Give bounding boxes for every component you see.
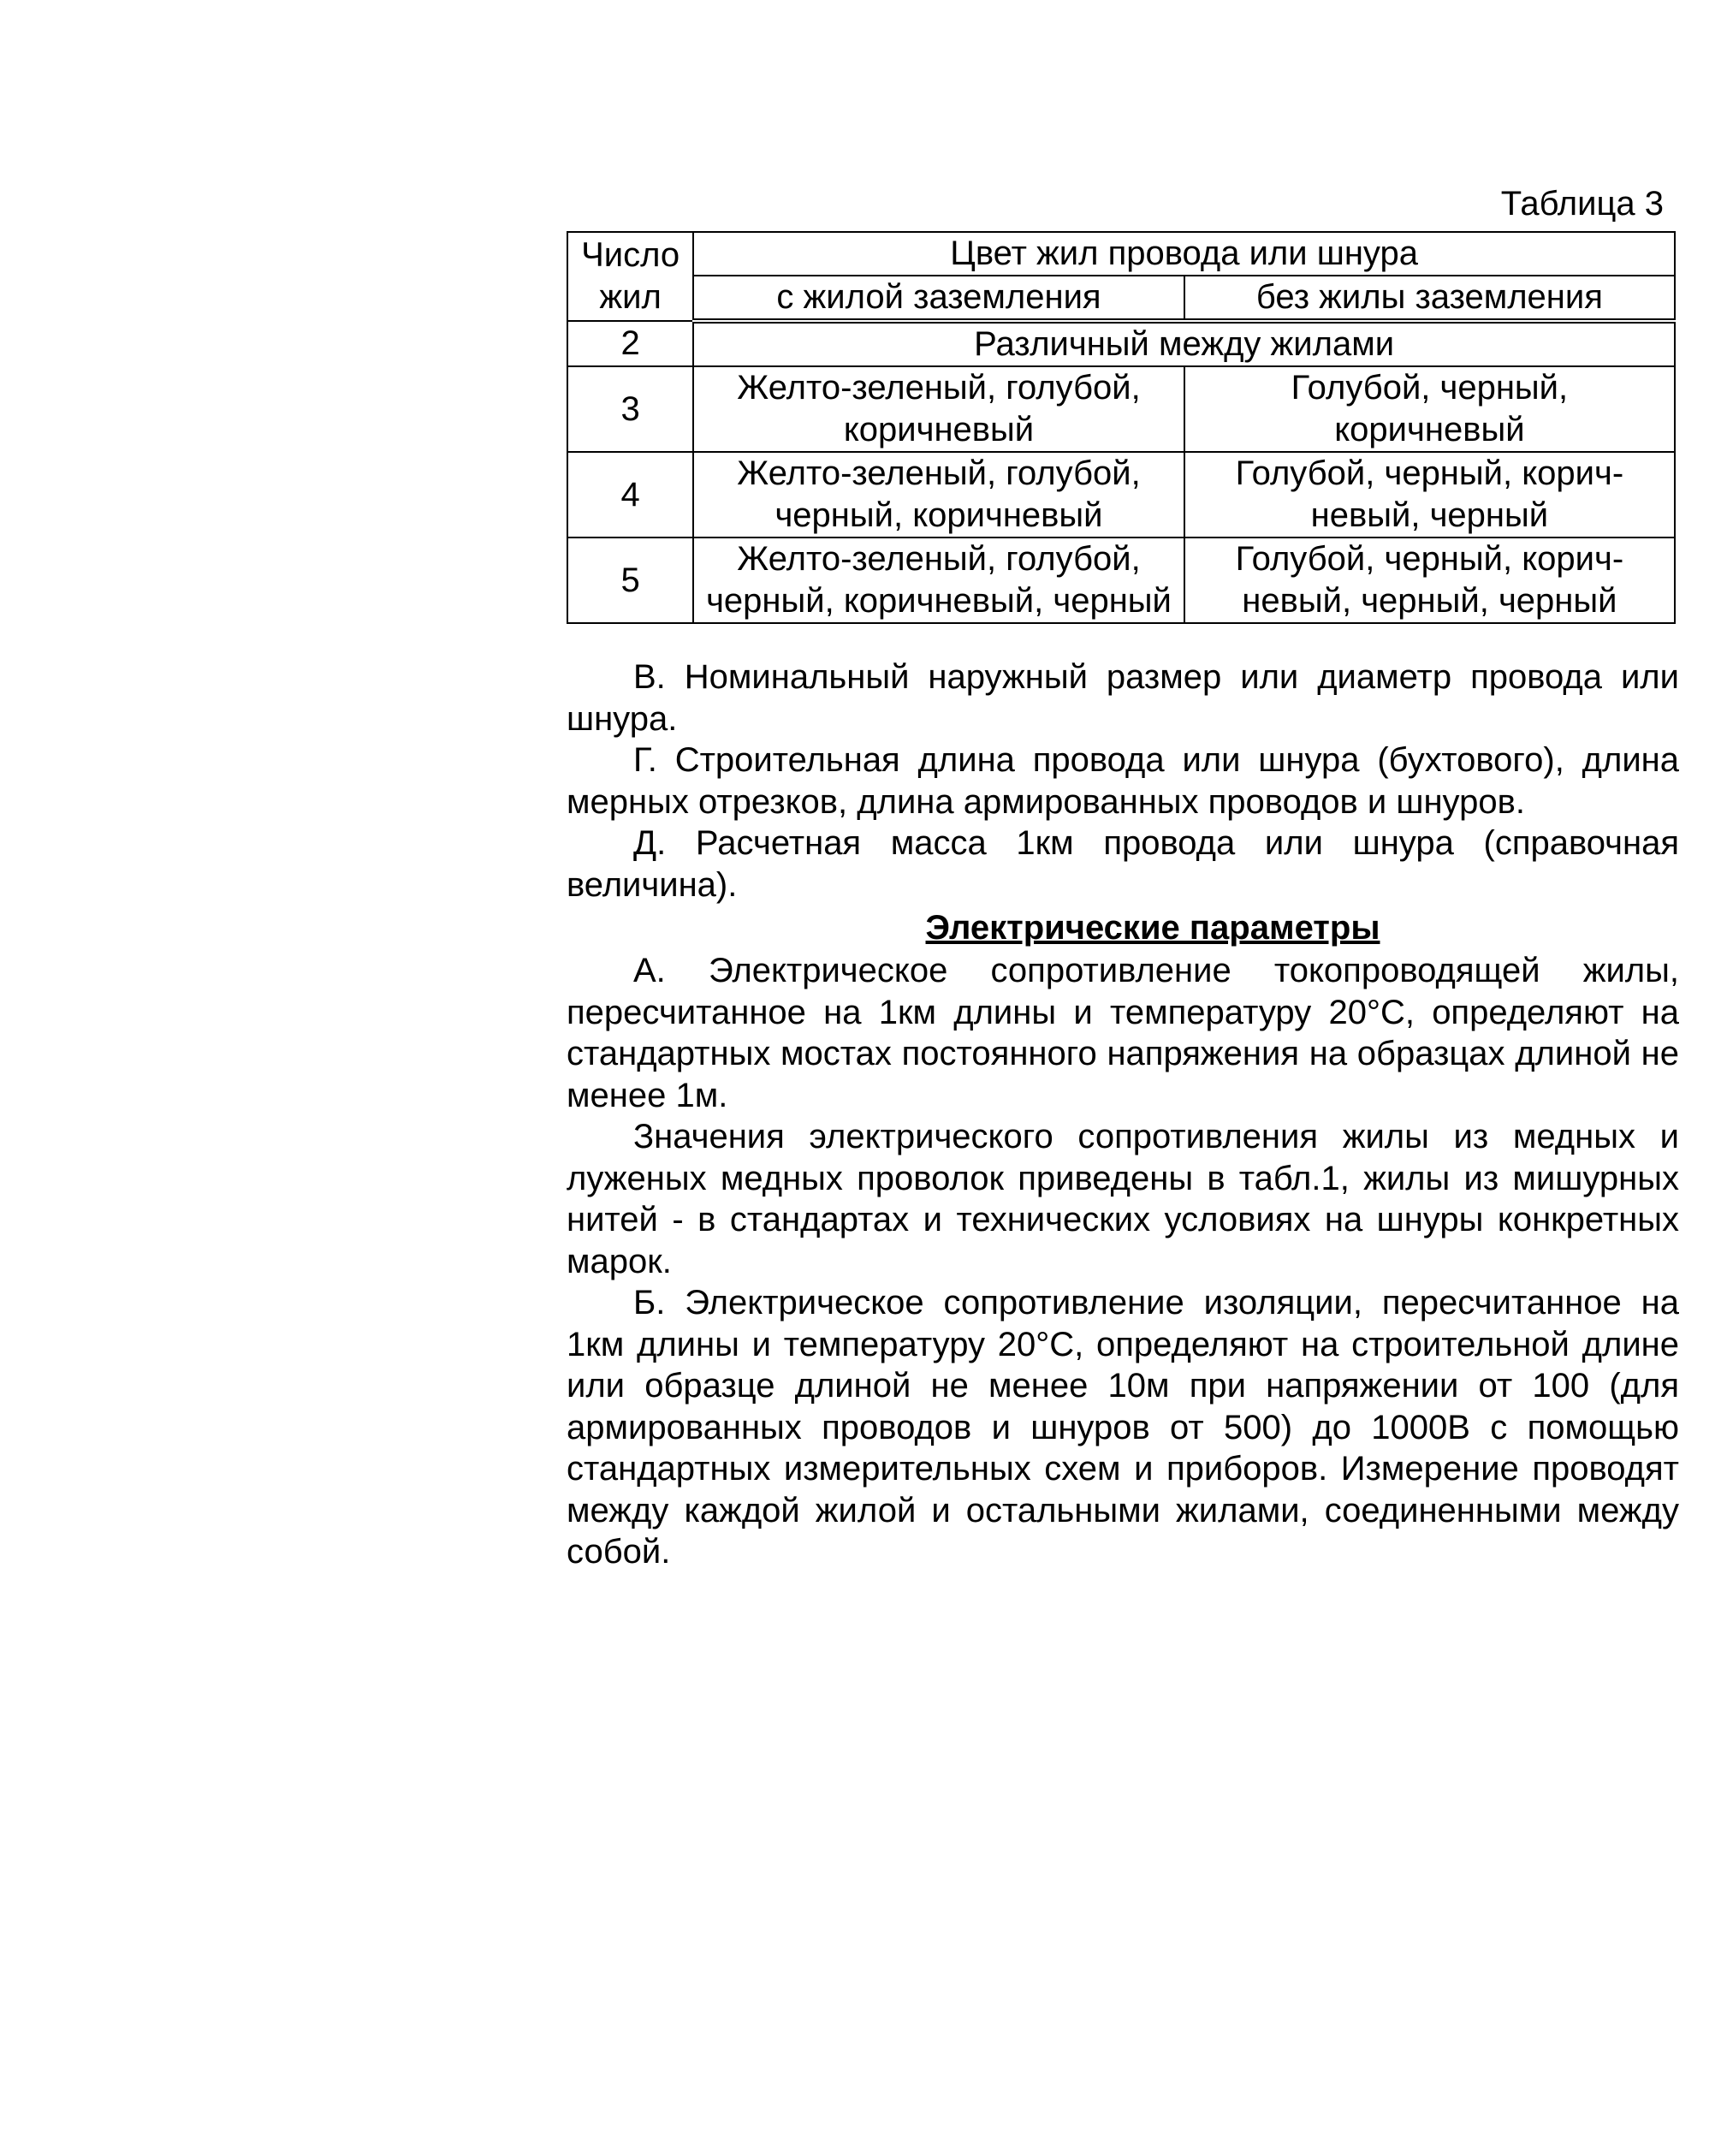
header-with-ground: с жилой заземления bbox=[693, 276, 1184, 321]
header-color-group: Цвет жил провода или шнура bbox=[693, 232, 1675, 276]
table-caption: Таблица 3 bbox=[1500, 185, 1664, 223]
cell-without-ground: Голубой, черный, корич- невый, черный, черный bbox=[1184, 538, 1675, 623]
table-row bbox=[567, 538, 1675, 623]
paragraph-g: Г. Строительная длина провода или шнура (бухтового), длина мерных отрезков, длина армированных проводов и шнуров. bbox=[567, 741, 1679, 821]
cell-core-count: 2 bbox=[567, 321, 693, 366]
paragraph-b: Б. Электрическое сопротивление изоляции, пересчитанное на 1км длины и температуру 20°С, определяют на строительной длине или образце длиной не менее 10м при напряжении от 100 (для армированных проводов и шнуров от 500) до 1000В с помощью стандартных измерительных схем и приборов. Измерение проводят между каждой жилой и остальными жилами, соединенными между собой. bbox=[567, 1284, 1679, 1571]
table-subheader-row bbox=[567, 276, 1675, 321]
wire-color-table bbox=[567, 231, 1676, 624]
cell-with-ground: Желто-зеленый, голубой, черный, коричневый, черный bbox=[693, 538, 1184, 623]
table-row bbox=[567, 366, 1675, 452]
document-page bbox=[567, 180, 1679, 1573]
table-row bbox=[567, 452, 1675, 538]
header-without-ground: без жилы заземления bbox=[1184, 276, 1675, 321]
cell-merged: Различный между жилами bbox=[693, 321, 1675, 366]
cell-without-ground: Голубой, черный, корич- невый, черный bbox=[1184, 452, 1675, 538]
cell-core-count: 3 bbox=[567, 366, 693, 452]
cell-without-ground: Голубой, черный, коричневый bbox=[1184, 366, 1675, 452]
paragraph-v: В. Номинальный наружный размер или диаметр провода или шнура. bbox=[567, 658, 1679, 738]
paragraph-a: А. Электрическое сопротивление токопроводящей жилы, пересчитанное на 1км длины и температуру 20°С, определяют на стандартных мостах постоянного напряжения на образцах длиной не менее 1м. bbox=[567, 952, 1679, 1114]
header-core-count: Число жил bbox=[567, 232, 693, 321]
paragraph-a-values: Значения электрического сопротивления жилы из медных и луженых медных проволок приведены в табл.1, жилы из мишурных нитей - в стандартах и технических условиях на шнуры конкретных марок. bbox=[567, 1118, 1679, 1280]
cell-with-ground: Желто-зеленый, голубой, черный, коричневый bbox=[693, 452, 1184, 538]
body-text bbox=[567, 656, 1679, 1573]
cell-with-ground: Желто-зеленый, голубой, коричневый bbox=[693, 366, 1184, 452]
cell-core-count: 4 bbox=[567, 452, 693, 538]
paragraph-d: Д. Расчетная масса 1км провода или шнура (справочная величина). bbox=[567, 824, 1679, 904]
section-heading: Электрические параметры bbox=[925, 909, 1380, 947]
table-row bbox=[567, 321, 1675, 366]
table-header-row bbox=[567, 232, 1675, 276]
cell-core-count: 5 bbox=[567, 538, 693, 623]
